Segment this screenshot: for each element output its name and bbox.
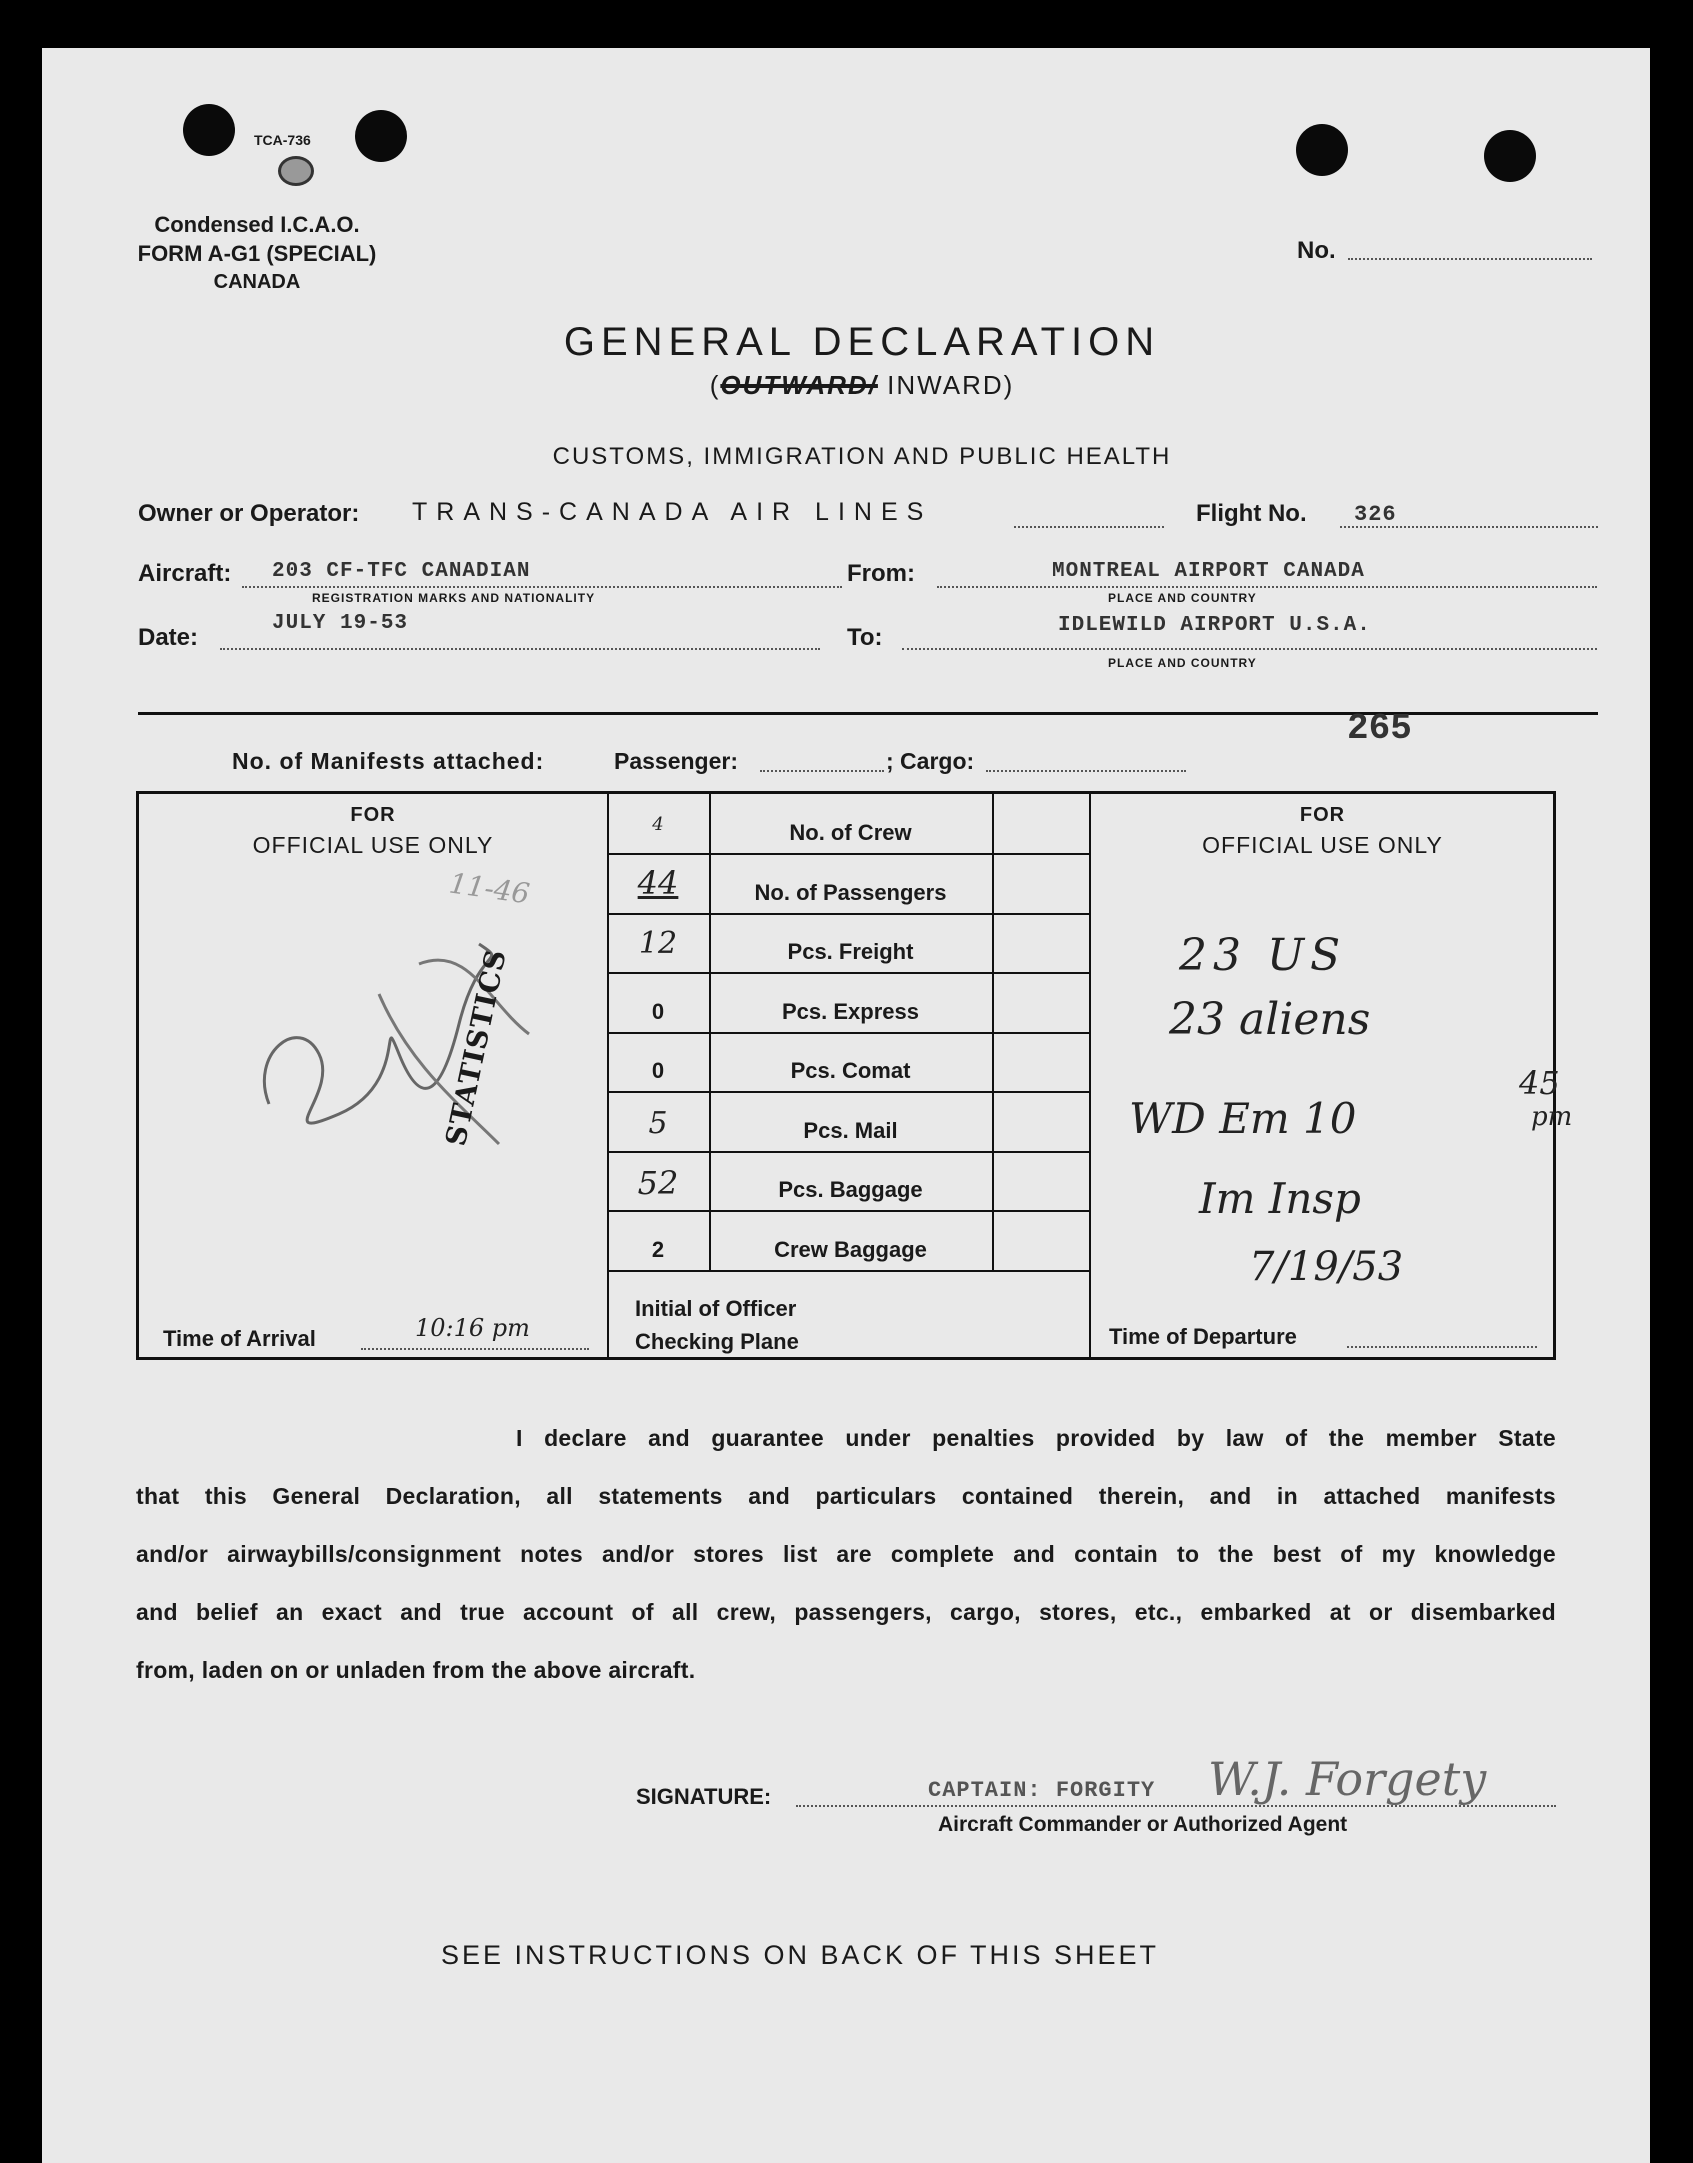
form-number-line <box>1348 258 1592 260</box>
page-title: GENERAL DECLARATION <box>563 320 1161 364</box>
mail-count: 5 <box>648 1106 668 1141</box>
owner-label: Owner or Operator: <box>138 500 360 527</box>
row-line-3 <box>607 972 1089 974</box>
time-arrival-label: Time of Arrival <box>163 1326 316 1351</box>
crew-baggage-label: Crew Baggage <box>774 1237 927 1262</box>
signature-caption: Aircraft Commander or Authorized Agent <box>938 1813 1348 1836</box>
comat-count: 0 <box>651 1058 665 1083</box>
form-line-1: Condensed I.C.A.O. <box>154 212 360 237</box>
signature-handwritten: W.J. Forgety <box>1208 1752 1487 1806</box>
date-label: Date: <box>138 624 199 651</box>
row-line-5 <box>607 1091 1089 1093</box>
express-count: 0 <box>651 999 665 1024</box>
owner-value: TRANS-CANADA AIR LINES <box>412 498 933 526</box>
row-line-2 <box>607 913 1089 915</box>
baggage-count: 52 <box>637 1164 679 1202</box>
inward-label: INWARD) <box>887 370 1015 400</box>
declaration-line-5: from, laden on or unladen from the above aircraft. <box>136 1657 696 1683</box>
freight-label: Pcs. Freight <box>787 939 914 964</box>
note-time-45: 45 <box>1519 1064 1560 1102</box>
outward-struck: OUTWARD/ <box>720 370 878 400</box>
note-pm: pm <box>1531 1102 1573 1132</box>
aircraft-line <box>242 586 842 588</box>
declaration-line-1: I declare and guarantee under penalties provided by law of the member State <box>516 1425 1556 1451</box>
row-line-4 <box>607 1032 1089 1034</box>
to-line <box>902 648 1597 650</box>
to-caption: PLACE AND COUNTRY <box>1108 656 1257 670</box>
date-line <box>220 648 820 650</box>
aircraft-label: Aircraft: <box>138 560 232 587</box>
right-header-for: FOR <box>1299 804 1346 826</box>
note-inspection: WD Em 10 <box>1129 1094 1357 1143</box>
union-logo-icon <box>278 156 314 186</box>
passenger-label: Passenger: <box>614 748 739 774</box>
divider-right <box>1089 794 1091 1357</box>
to-label: To: <box>847 624 883 651</box>
mail-label: Pcs. Mail <box>803 1118 898 1143</box>
note-aliens: 23 aliens <box>1169 994 1371 1045</box>
manifests-label: No. of Manifests attached: <box>232 748 545 774</box>
to-value: IDLEWILD AIRPORT U.S.A. <box>1058 614 1371 637</box>
initial-officer-line-1: Initial of Officer <box>635 1296 797 1321</box>
row-line-1 <box>607 853 1089 855</box>
form-line-3: CANADA <box>213 271 301 293</box>
time-departure-label: Time of Departure <box>1109 1324 1297 1349</box>
passengers-count: 44 <box>637 864 679 902</box>
flight-line <box>1340 526 1598 528</box>
officer-scribble <box>229 904 569 1164</box>
paren-open: ( <box>709 370 721 400</box>
punch-hole-right-1 <box>1296 124 1348 176</box>
crew-count: 4 <box>652 814 664 835</box>
page-subtitle: CUSTOMS, IMMIGRATION AND PUBLIC HEALTH <box>552 443 1172 470</box>
cargo-line <box>986 770 1186 772</box>
flight-label: Flight No. <box>1196 500 1307 527</box>
row-line-8 <box>607 1270 1089 1272</box>
declaration-line-3: and/or airwaybills/consignment notes and/or stores list are complete and contain to the best of my knowledge <box>136 1541 1556 1567</box>
express-label: Pcs. Express <box>782 999 919 1024</box>
freight-count: 12 <box>638 926 678 961</box>
form-title-block <box>132 210 382 297</box>
initial-officer-line-2: Checking Plane <box>635 1329 799 1354</box>
crew-baggage-count: 2 <box>651 1237 665 1262</box>
row-line-7 <box>607 1210 1089 1212</box>
signature-typed: CAPTAIN: FORGITY <box>928 1778 1156 1803</box>
row-line-6 <box>607 1151 1089 1153</box>
cargo-label: ; Cargo: <box>886 748 975 774</box>
form-line-2: FORM A-G1 (SPECIAL) <box>137 241 377 266</box>
left-header-official: OFFICIAL USE ONLY <box>252 832 494 858</box>
form-code: TCA-736 <box>254 132 311 148</box>
date-value: JULY 19-53 <box>272 612 409 635</box>
time-arrival-value: 10:16 pm <box>415 1314 530 1342</box>
direction-line <box>602 370 1122 401</box>
note-im-insp: Im Insp <box>1199 1174 1361 1223</box>
punch-hole-left-2 <box>355 110 407 162</box>
passengers-label: No. of Passengers <box>754 880 947 905</box>
official-use-table <box>136 791 1573 1360</box>
time-arrival-line <box>361 1348 589 1350</box>
form-number-label: No. <box>1297 237 1336 264</box>
from-label: From: <box>847 560 915 587</box>
aircraft-caption: REGISTRATION MARKS AND NATIONALITY <box>312 591 596 605</box>
stamp-number: 265 <box>1347 708 1412 749</box>
declaration-line-2: that this General Declaration, all statements and particulars contained therein, and in attached manifests <box>136 1483 1556 1509</box>
left-margin-note: 11-46 <box>447 866 532 911</box>
signature-label: SIGNATURE: <box>636 1784 772 1809</box>
note-date: 7/19/53 <box>1249 1244 1404 1290</box>
flight-value: 326 <box>1354 502 1397 527</box>
back-instructions: SEE INSTRUCTIONS ON BACK OF THIS SHEET <box>440 1940 1160 1970</box>
from-value: MONTREAL AIRPORT CANADA <box>1052 560 1365 583</box>
initial-officer-label <box>635 1292 799 1358</box>
left-header-for: FOR <box>350 804 396 826</box>
from-line <box>937 586 1597 588</box>
baggage-label: Pcs. Baggage <box>778 1177 923 1202</box>
right-header-official: OFFICIAL USE ONLY <box>1202 832 1443 858</box>
right-official-header <box>1089 800 1556 860</box>
passenger-line <box>760 770 884 772</box>
from-caption: PLACE AND COUNTRY <box>1108 591 1257 605</box>
note-us-citizens: 23 US <box>1179 930 1347 981</box>
statistics-stamp: STATISTICS <box>439 946 513 1149</box>
crew-label: No. of Crew <box>789 820 912 845</box>
declaration-line-4: and belief an exact and true account of all crew, passengers, cargo, stores, etc., embarked at or disembarked <box>136 1599 1556 1625</box>
time-departure-line <box>1347 1346 1537 1348</box>
owner-line <box>1014 526 1164 528</box>
aircraft-value: 203 CF-TFC CANADIAN <box>272 560 531 583</box>
punch-hole-left-1 <box>183 104 235 156</box>
comat-label: Pcs. Comat <box>790 1058 911 1083</box>
punch-hole-right-2 <box>1484 130 1536 182</box>
left-official-header <box>139 800 607 860</box>
